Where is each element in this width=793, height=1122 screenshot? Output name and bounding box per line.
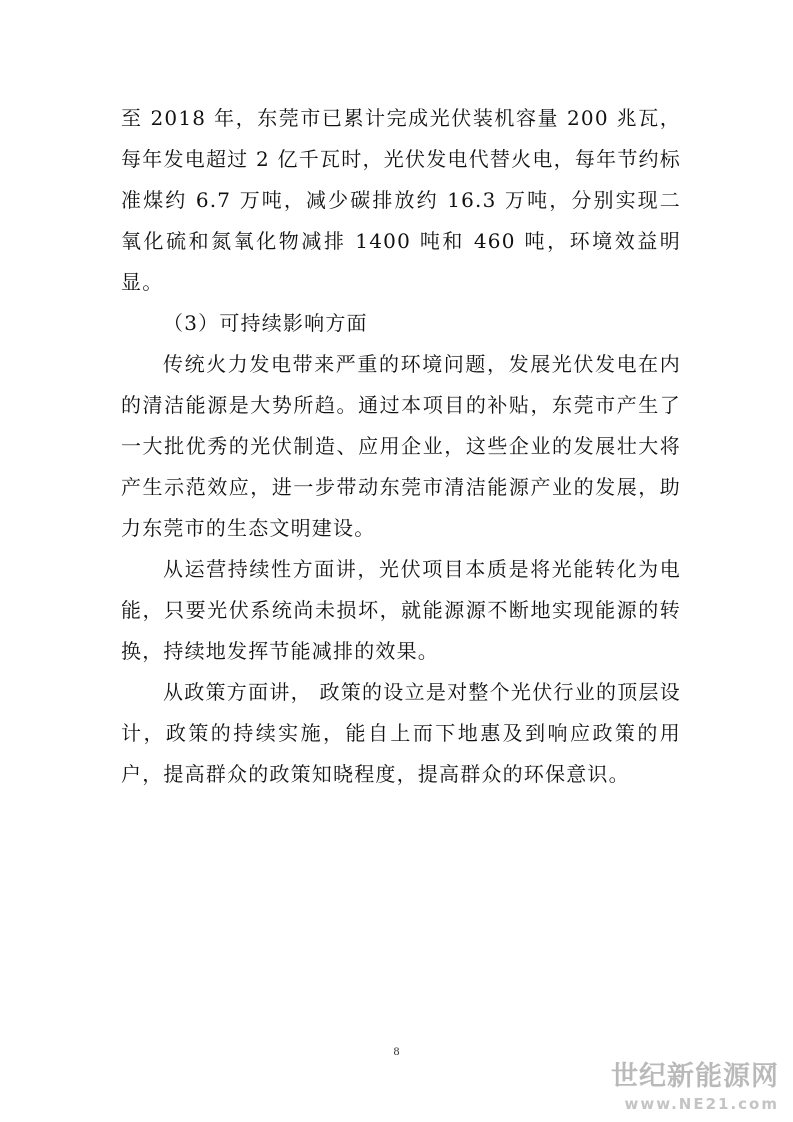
page-number: 8: [393, 1044, 400, 1058]
body-text: [121, 98, 681, 795]
paragraph-clean-energy: 传统火力发电带来严重的环境问题，发展光伏发电在内的清洁能源是大势所趋。通过本项目的补贴，东莞市产生了一大批优秀的光伏制造、应用企业，这些企业的发展壮大将产生示范效应，进一步带动东莞市清洁能源产业的发展，助力东莞市的生态文明建设。: [121, 352, 681, 540]
watermark-site-name: 世纪新能源网: [611, 1061, 779, 1092]
paragraph-operation: 从运营持续性方面讲，光伏项目本质是将光能转化为电能，只要光伏系统尚未损坏，就能源源不断地实现能源的转换，持续地发挥节能减排的效果。: [121, 557, 681, 663]
paragraph-emissions: 至 2018 年，东莞市已累计完成光伏装机容量 200 兆瓦，每年发电超过 2 亿千瓦时，光伏发电代替火电，每年节约标准煤约 6.7 万吨，减少碳排放约 16.3 万吨，分别实现二氧化硫和氮氧化物减排 1400 吨和 460 吨，环境效益明显。: [121, 106, 681, 294]
watermark-url: www.NE21.com: [624, 1095, 779, 1113]
watermark-logo: [609, 1060, 779, 1114]
section-subheading: （3）可持续影响方面: [163, 311, 368, 335]
paragraph-policy: 从政策方面讲， 政策的设立是对整个光伏行业的顶层设计，政策的持续实施，能自上而下地惠及到响应政策的用户，提高群众的政策知晓程度，提高群众的环保意识。: [121, 680, 681, 786]
